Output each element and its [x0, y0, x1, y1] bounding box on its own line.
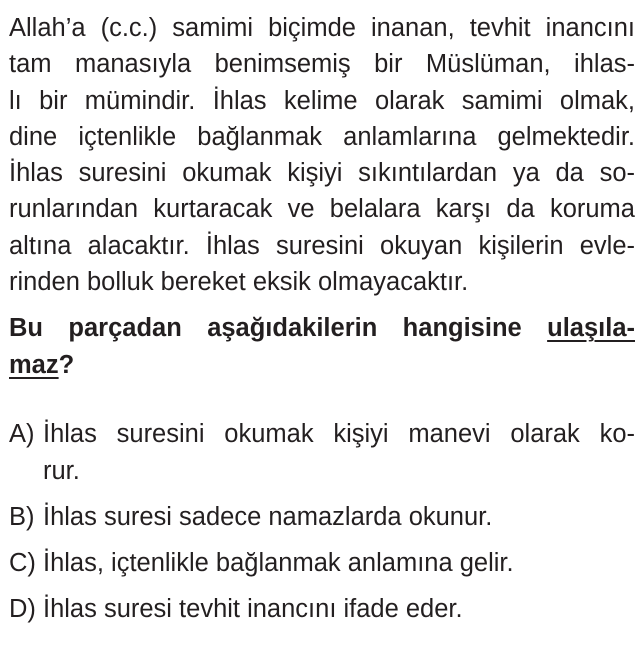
- question-stem: [9, 310, 635, 384]
- option-text: İhlas suresi tevhit inancını ifade eder.: [43, 595, 463, 624]
- passage-line: altına alacaktır. İhlas suresini okuyan kişilerin evle-: [9, 231, 635, 260]
- option-letter: A): [9, 420, 35, 449]
- option-letter: D): [9, 595, 36, 624]
- passage-line: İhlas suresini okumak kişiyi sıkıntılardan ya da so-: [9, 159, 635, 188]
- option-c[interactable]: [9, 545, 635, 582]
- passage-line: tam manasıyla benimsemiş bir Müslüman, ihlas-: [9, 50, 635, 79]
- question-text: Bu parçadan aşağıdakilerin hangisine: [9, 314, 522, 343]
- option-d[interactable]: [9, 591, 635, 628]
- question-line: [9, 347, 635, 384]
- passage-line: Allah’a (c.c.) samimi biçimde inanan, tevhit inancını: [9, 14, 635, 42]
- answer-options: [9, 416, 635, 628]
- question-page: [9, 0, 635, 637]
- passage-line: runlarından kurtaracak ve belalara karşı da koruma: [9, 195, 635, 224]
- option-text: İhlas suresini okumak kişiyi manevi olarak ko-: [43, 420, 635, 449]
- passage-line: lı bir mümindir. İhlas kelime olarak samimi olmak,: [9, 86, 635, 115]
- option-letter: C): [9, 549, 36, 578]
- question-underlined-text: ulaşıla-: [547, 314, 635, 343]
- question-line: [9, 310, 635, 347]
- option-a[interactable]: [9, 416, 635, 490]
- option-text: rur.: [43, 457, 80, 486]
- option-text: İhlas suresi sadece namazlarda okunur.: [43, 503, 493, 532]
- option-letter: B): [9, 503, 35, 532]
- passage-line: dine içtenlikle bağlanmak anlamlarına gelmektedir.: [9, 122, 635, 151]
- reading-passage: [9, 0, 635, 300]
- passage-line: rinden bolluk bereket eksik olmayacaktır.: [9, 268, 469, 297]
- question-mark: ?: [58, 351, 75, 380]
- option-text: İhlas, içtenlikle bağlanmak anlamına gelir.: [43, 549, 514, 578]
- question-underlined-text: maz: [9, 351, 59, 380]
- option-b[interactable]: [9, 499, 635, 536]
